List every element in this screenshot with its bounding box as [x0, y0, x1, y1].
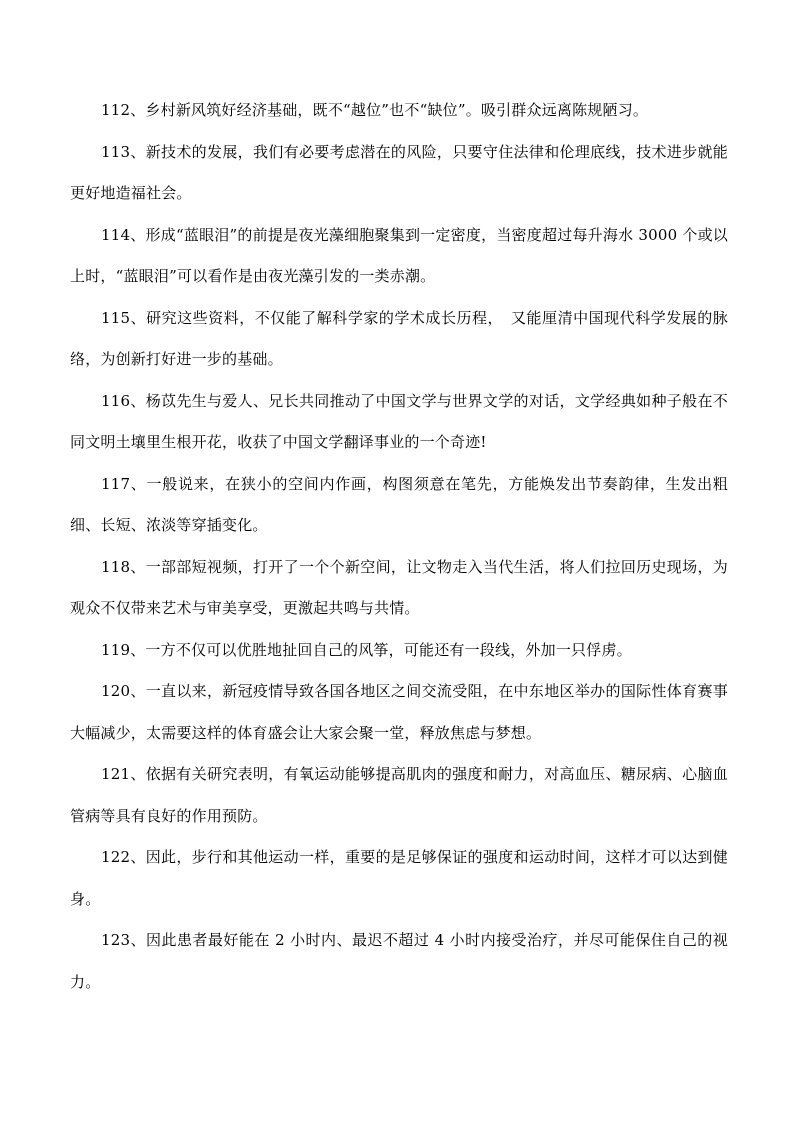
item-number: 114 [101, 225, 131, 244]
sentence-item-116 [70, 381, 728, 464]
sentence-item-112 [70, 90, 728, 132]
item-number: 113 [101, 142, 131, 161]
item-number: 122 [101, 848, 131, 866]
sentence-item-120 [70, 671, 728, 754]
item-number: 123 [101, 931, 131, 949]
item-number: 118 [101, 557, 131, 576]
document-body [70, 90, 728, 1003]
item-text: 、杨苡先生与爱人、兄长共同推动了中国文学与世界文学的对话，文学经典如种子般在不同文明土壤里生根开花，收获了中国文学翻译事业的一个奇迹! [70, 391, 728, 451]
sentence-item-118 [70, 547, 728, 630]
item-number: 117 [101, 474, 131, 493]
sentence-item-115 [70, 298, 728, 381]
sentence-item-122 [70, 837, 728, 920]
item-number: 115 [101, 308, 131, 327]
item-text: 、一般说来，在狭小的空间内作画，构图须意在笔先，方能焕发出节奏韵律，生发出粗细、长短、浓淡等穿插变化。 [70, 474, 728, 534]
item-text: 、一直以来，新冠疫情导致各国各地区之间交流受阻，在中东地区举办的国际性体育赛事大幅减少，太需要这样的体育盛会让大家会聚一堂，释放焦虑与梦想。 [70, 682, 728, 742]
item-text: 、依据有关研究表明，有氧运动能够提高肌肉的强度和耐力，对高血压、糖尿病、心脑血管病等具有良好的作用预防。 [70, 765, 728, 825]
item-number: 119 [101, 640, 131, 659]
item-text: 、一部部短视频，打开了一个个新空间，让文物走入当代生活，将人们拉回历史现场，为观众不仅带来艺术与审美享受，更激起共鸣与共情。 [70, 557, 728, 617]
item-text: 、一方不仅可以优胜地扯回自己的风筝，可能还有一段线，外加一只俘虏。 [130, 640, 632, 659]
sentence-item-117 [70, 464, 728, 547]
item-text: 、因此，步行和其他运动一样，重要的是足够保证的强度和运动时间，这样才可以达到健身。 [70, 848, 728, 908]
item-number: 112 [101, 101, 131, 119]
sentence-item-119 [70, 630, 728, 672]
sentence-item-113 [70, 132, 728, 215]
item-text: 、因此患者最好能在 2 小时内、最迟不超过 4 小时内接受治疗，并尽可能保住自己的视力。 [70, 931, 728, 991]
item-text: 、新技术的发展，我们有必要考虑潜在的风险，只要守住法律和伦理底线，技术进步就能更好地造福社会。 [70, 142, 728, 202]
item-number: 116 [101, 391, 131, 410]
sentence-item-121 [70, 754, 728, 837]
sentence-item-114 [70, 215, 728, 298]
item-text: 、乡村新风筑好经济基础，既不“越位”也不“缺位”。吸引群众远离陈规陋习。 [130, 101, 649, 119]
item-number: 121 [101, 765, 131, 783]
item-number: 120 [101, 682, 131, 700]
item-text: 、形成“蓝眼泪”的前提是夜光藻细胞聚集到一定密度，当密度超过每升海水 3000 个或以上时，“蓝眼泪”可以看作是由夜光藻引发的一类赤潮。 [70, 225, 728, 285]
item-text: 、研究这些资料，不仅能了解科学家的学术成长历程， 又能厘清中国现代科学发展的脉络，为创新打好进一步的基础。 [70, 308, 728, 368]
sentence-item-123 [70, 920, 728, 1003]
